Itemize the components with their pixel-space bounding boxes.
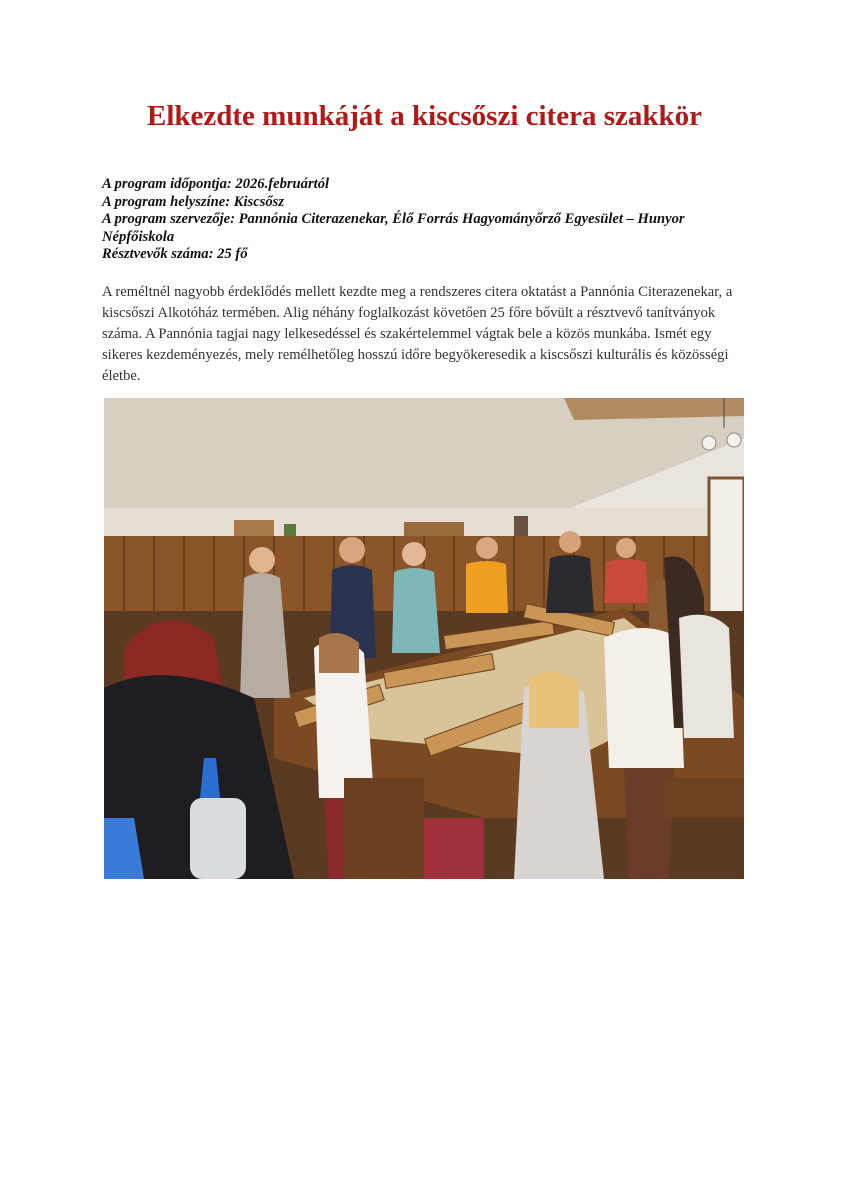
article-paragraph: A reméltnél nagyobb érdeklődés mellett kezdte meg a rendszeres citera oktatást a Pannónia Citerazenekar, a kiscsőszi Alkotóház termében. Alig néhány foglalkozást követően 25 főre bővült a résztvevő tanítványok száma. A Pannónia tagjai nagy lelkesedéssel és szakértelemmel vágtak bele a közös munkába. Ismét egy sikeres kezdeményezés, mely remélhetőleg hosszú időre begyökeresedik a kiscsőszi kulturális és közösségi életbe. [102,284,733,384]
program-location: A program helyszíne: Kiscsősz [102,193,285,210]
program-details [102,176,752,264]
page-title: Elkezdte munkáját a kiscsőszi citera szakkör [147,100,702,132]
photo-illustration [104,398,744,879]
participant-count: Résztvevők száma: 25 fő [102,246,248,262]
program-organizer: A program szervezője: Pannónia Citerazenekar, Élő Forrás Hagyományőrző Egyesület – Hunyor Népfőiskola [102,211,685,245]
program-date: A program időpontja: 2026.februártól [102,176,330,192]
group-photo [104,398,744,879]
